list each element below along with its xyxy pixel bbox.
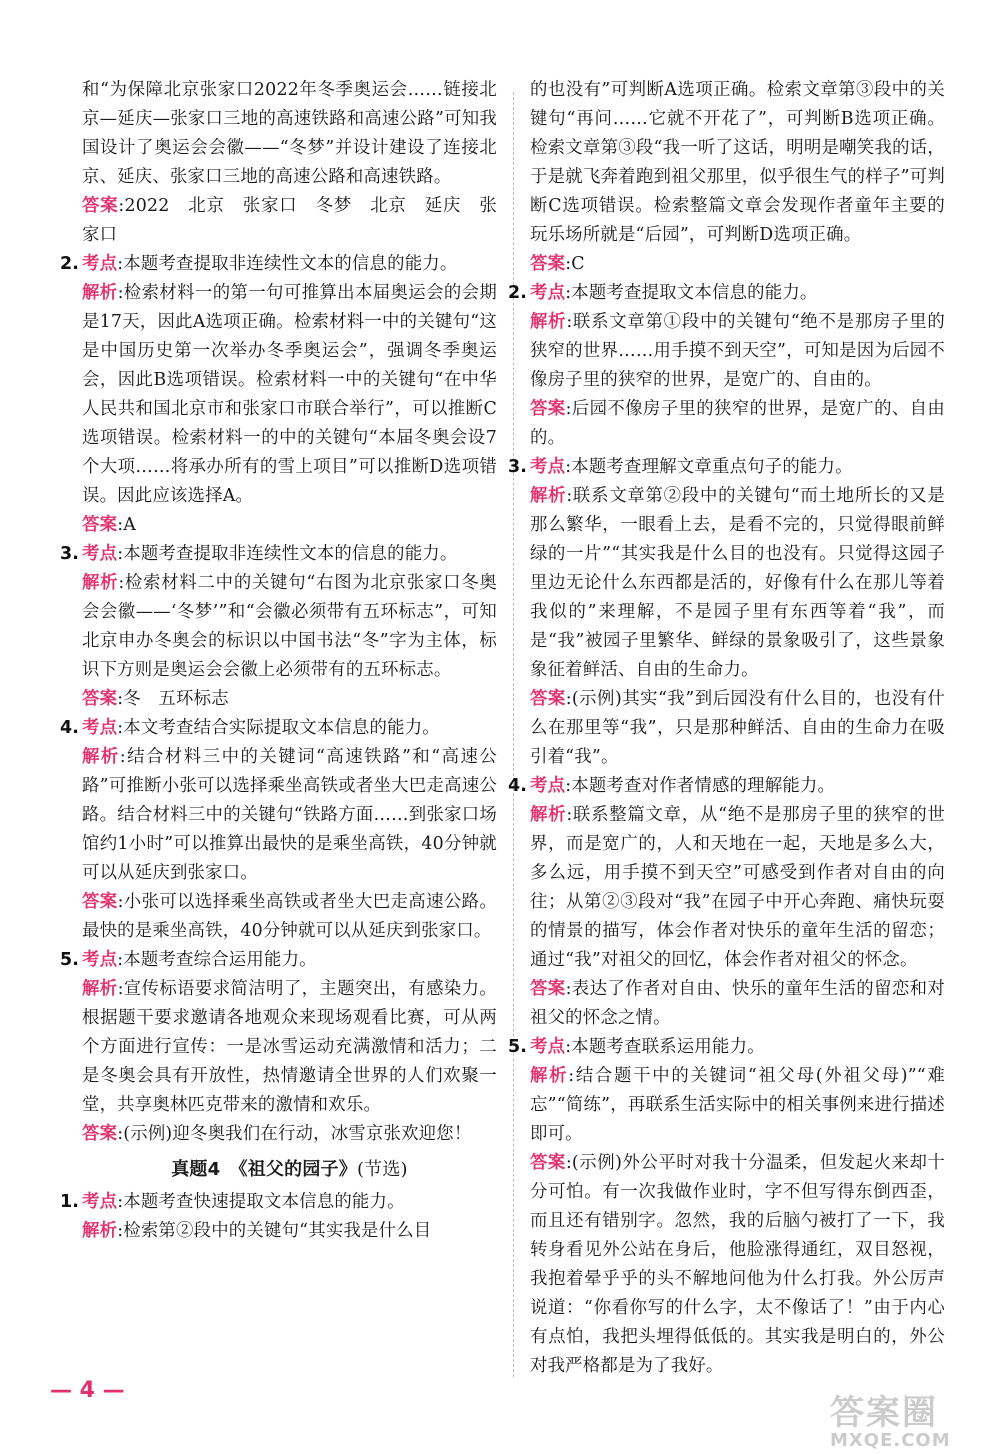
kaodian-label: 考点 [530, 457, 566, 477]
kaodian-label: 考点 [82, 1192, 118, 1212]
kaodian-label: 考点 [82, 254, 118, 274]
answer-text: :A [117, 515, 137, 535]
jiexi-label: 解析 [82, 573, 119, 593]
answer-text: :(示例)其实“我”到后园没有什么目的，也没有什么在那里等“我”，只是那种鲜活、自由的生命力在吸引着“我”。 [530, 689, 945, 767]
jiexi-text: :检索材料二中的关键句“右图为北京张家口冬奥会会徽——‘冬梦’”和“会徽必须带有五环标志”，可知北京申办冬奥会的标识以中国书法“冬”字为主体，标识下方则是奥运会会徽上必须带有的五环标志。 [82, 573, 498, 680]
question-4-left [60, 714, 497, 946]
question-number: 2. [60, 254, 80, 274]
kaodian-text: :本题考查提取非连续性文本的信息的能力。 [117, 544, 458, 564]
page-number: — 4 — [50, 1378, 125, 1403]
question-5-right [508, 1033, 946, 1381]
continued-answer [530, 250, 945, 279]
kaodian-text: :本题考查快速提取文本信息的能力。 [117, 1192, 405, 1212]
jiexi-text: :宣传标语要求简洁明了，主题突出，有感染力。根据题干要求邀请各地观众来现场观看比赛，可从两个方面进行宣传：一是冰雪运动充满激情和活力；二是冬奥会具有开放性，热情邀请全世界的人们欢聚一堂，共享奥林匹克带来的激情和欢乐。 [82, 979, 497, 1115]
watermark-text: 答案圈 [830, 1393, 938, 1433]
question-1-left [60, 1188, 497, 1246]
jiexi-label: 解析 [530, 486, 567, 506]
answer-text: :C [565, 254, 585, 274]
right-column [508, 76, 946, 1381]
question-number: 2. [508, 283, 528, 303]
watermark-logo [830, 1385, 980, 1451]
jiexi-label: 解析 [530, 805, 567, 825]
question-number: 5. [60, 950, 80, 970]
jiexi-label: 解析 [82, 747, 120, 767]
kaodian-text: :本题考查联系运用能力。 [565, 1037, 765, 1057]
kaodian-label: 考点 [82, 718, 118, 738]
jiexi-label: 解析 [530, 312, 567, 332]
jiexi-label: 解析 [82, 283, 118, 303]
kaodian-label: 考点 [82, 544, 118, 564]
answer-label: 答案 [82, 515, 118, 535]
answer-text: :小张可以选择乘坐高铁或者坐大巴走高速公路。最快的是乘坐高铁，40分钟就可以从延庆到张家口。 [82, 892, 497, 941]
question-number: 1. [60, 1192, 80, 1212]
kaodian-text: :本题考查对作者情感的理解能力。 [565, 776, 836, 796]
answer-text: :(示例)外公平时对我十分温柔，但发起火来却十分可怕。有一次我做作业时，字不但写得东倒西歪，而且还有错别字。忽然，我的后脑勺被打了一下，我转身看见外公站在身后，他脸涨得通红，双目怒视，我抱着晕乎乎的头不解地问他为什么打我。外公厉声说道：“你看你写的什么字，太不像话了！”由于内心有点怕，我把头埋得低低的。其实我是明白的，外公对我严格都是为了我好。 [530, 1153, 945, 1376]
answer-label: 答案 [82, 196, 119, 216]
left-column [60, 76, 498, 1246]
answer-text: :冬 五环标志 [117, 689, 229, 709]
answer-label: 答案 [82, 1124, 118, 1144]
answer-label: 答案 [530, 399, 566, 419]
jiexi-text: :检索第②段中的关键句“其实我是什么目 [117, 1221, 432, 1241]
question-3-right [508, 453, 946, 772]
question-number: 3. [60, 544, 80, 564]
question-number: 4. [60, 718, 80, 738]
question-number: 3. [508, 457, 528, 477]
question-2-left [60, 250, 497, 540]
jiexi-text: :联系整篇文章，从“绝不是那房子里的狭窄的世界，而是宽广的，人和天地在一起，天地是多么大，多么远，用手摸不到天空”可感受到作者对自由的向往；从第②③段对“我”在园子中开心奔跑、痛快玩耍的情景的描写，体会作者对快乐的童年生活的留恋；通过“我”对祖父的回忆，体会作者对祖父的怀念。 [530, 805, 946, 970]
answer-text: :表达了作者对自由、快乐的童年生活的留恋和对祖父的怀念之情。 [530, 979, 945, 1028]
intro-answer [82, 192, 497, 250]
intro-paragraph: 和“为保障北京张家口2022年冬季奥运会……链接北京—延庆—张家口三地的高速铁路和高速公路”可知我国设计了奥运会会徽——“冬梦”并设计建设了连接北京、延庆、张家口三地的高速公路和高速铁路。 [82, 80, 497, 187]
answer-label: 答案 [530, 689, 566, 709]
kaodian-text: :本题考查提取非连续性文本的信息的能力。 [117, 254, 458, 274]
question-number: 5. [508, 1037, 528, 1057]
answer-label: 答案 [530, 979, 566, 999]
question-3-left [60, 540, 498, 714]
answer-label: 答案 [530, 254, 566, 274]
kaodian-label: 考点 [82, 950, 118, 970]
kaodian-label: 考点 [530, 776, 566, 796]
kaodian-text: :本题考查综合运用能力。 [117, 950, 317, 970]
answer-label: 答案 [530, 1153, 566, 1173]
kaodian-label: 考点 [530, 1037, 566, 1057]
question-number: 4. [508, 776, 528, 796]
section-heading [82, 1155, 497, 1184]
question-2-right [508, 279, 946, 453]
kaodian-text: :本题考查理解文章重点句子的能力。 [565, 457, 853, 477]
kaodian-label: 考点 [530, 283, 566, 303]
jiexi-label: 解析 [82, 979, 118, 999]
answer-label: 答案 [82, 892, 118, 912]
section-title: 真题4 《祖父的园子》 [171, 1159, 357, 1180]
jiexi-text: :结合题干中的关键词“祖父母(外祖父母)”“难忘”“简练”，再联系生活实际中的相关事例来进行描述即可。 [530, 1066, 946, 1144]
jiexi-label: 解析 [82, 1221, 118, 1241]
jiexi-text: :联系文章第①段中的关键句“绝不是那房子里的狭窄的世界……用手摸不到天空”，可知是因为后园不像房子里的狭窄的世界，是宽广的、自由的。 [530, 312, 946, 390]
jiexi-text: :联系文章第②段中的关键句“而土地所长的又是那么繁华，一眼看上去，是看不完的，只觉得眼前鲜绿的一片”“其实我是什么目的也没有。只觉得这园子里边无论什么东西都是活的，好像有什么在那儿等着我似的”来理解，不是园子里有东西等着“我”，而是“我”被园子里繁华、鲜绿的景象吸引了，这些景象象征着鲜活、自由的生命力。 [530, 486, 946, 680]
answer-text: :后园不像房子里的狭窄的世界，是宽广的、自由的。 [530, 399, 945, 448]
question-5-left [60, 946, 497, 1149]
kaodian-text: :本题考查提取文本信息的能力。 [565, 283, 818, 303]
answer-text: :2022 北京 张家口 冬梦 北京 延庆 张家口 [82, 196, 497, 245]
answer-label: 答案 [82, 689, 118, 709]
continued-paragraph: 的也没有”可判断A选项正确。检索文章第③段中的关键句“再问……它就不开花了”，可判断B选项正确。检索文章第③段“我一听了这话，明明是嘲笑我的话，于是就飞奔着跑到祖父那里，似乎很生气的样子”可判断C选项错误。检索整篇文章会发现作者童年主要的玩乐场所就是“后园”，可判断D选项正确。 [530, 80, 945, 245]
kaodian-text: :本文考查结合实际提取文本信息的能力。 [117, 718, 440, 738]
answer-text: :(示例)迎冬奥我们在行动，冰雪京张欢迎您！ [117, 1124, 472, 1144]
section-subtitle: (节选) [356, 1159, 408, 1180]
watermark-domain: MXQE.COM [830, 1430, 951, 1451]
jiexi-text: :结合材料三中的关键词“高速铁路”和“高速公路”可推断小张可以选择乘坐高铁或者坐大巴走高速公路。结合材料三中的关键句“铁路方面……到张家口场馆约1小时”可以推算出最快的是乘坐高铁，40分钟就可以从延庆到张家口。 [82, 747, 497, 883]
question-4-right [508, 772, 946, 1033]
jiexi-label: 解析 [530, 1066, 569, 1086]
jiexi-text: :检索材料一的第一句可推算出本届奥运会的会期是17天，因此A选项正确。检索材料一中的关键句“这是中国历史第一次举办冬季奥运会”，强调冬季奥运会，因此B选项错误。检索材料一中的关键句“在中华人民共和国北京市和张家口市联合举行”，可以推断C选项错误。检索材料一的中的关键句“本届冬奥会设7个大项……将承办所有的雪上项目”可以推断D选项错误。因此应该选择A。 [82, 283, 497, 506]
